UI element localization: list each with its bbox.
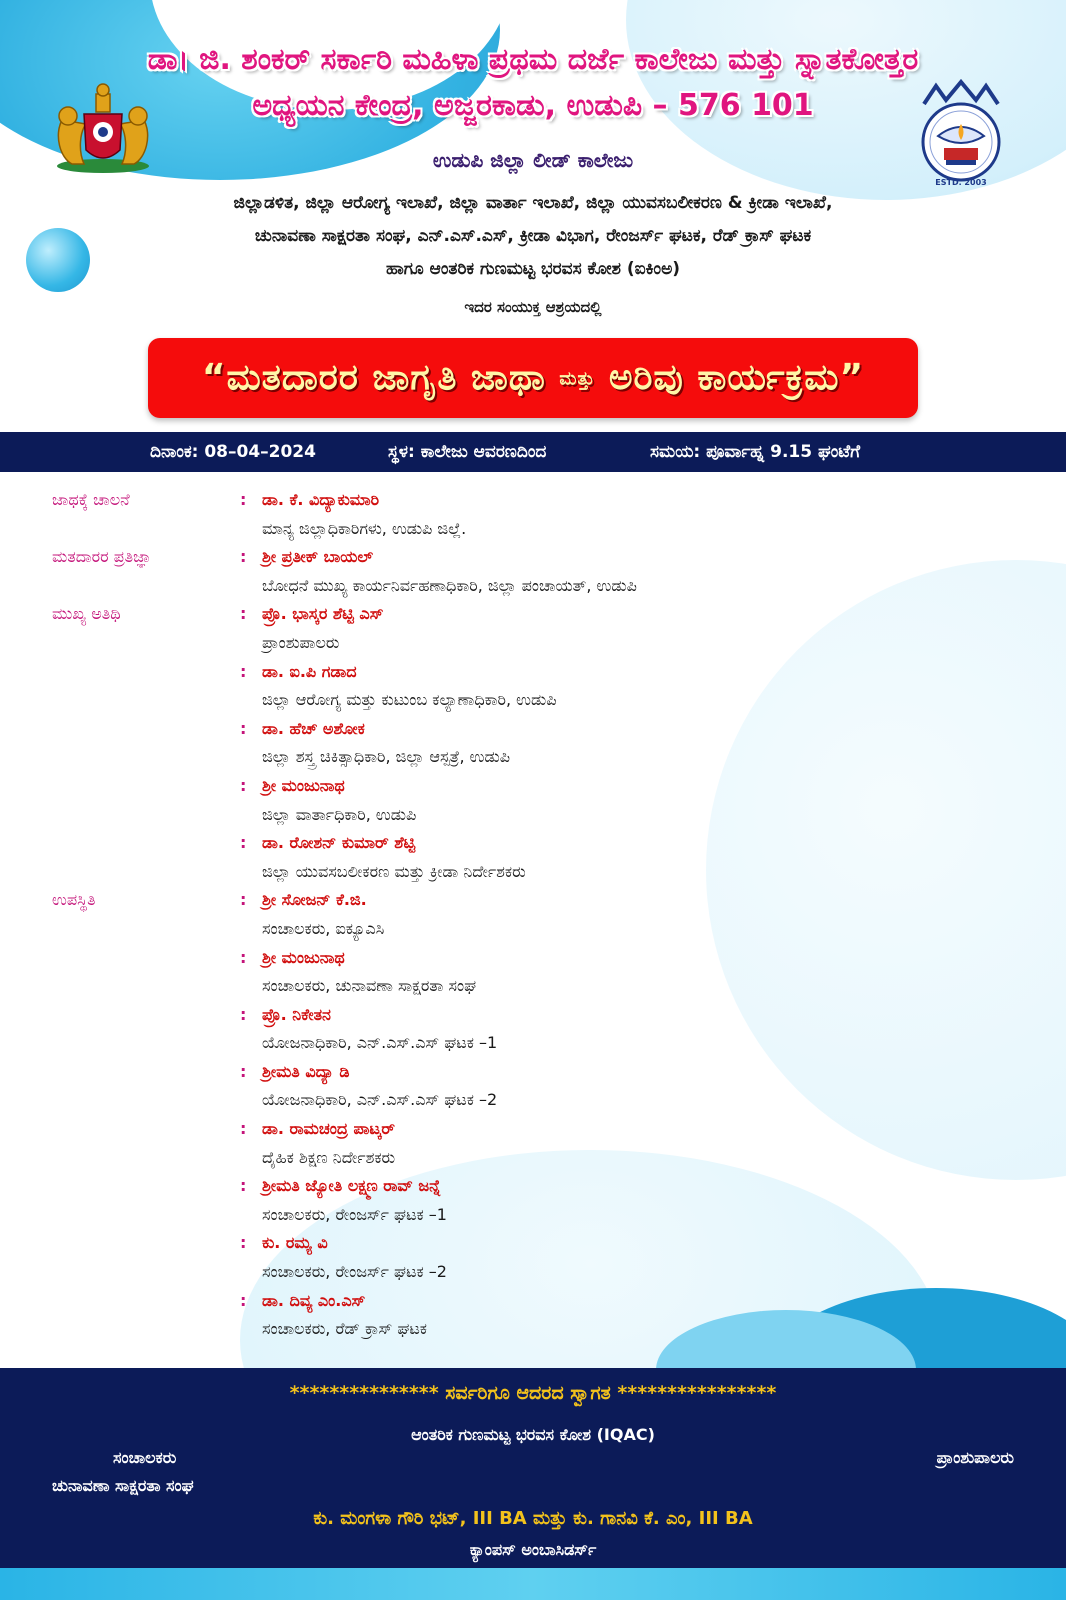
program-colon: : <box>240 604 247 624</box>
program-row-designation <box>52 1205 1012 1234</box>
program-colon: : <box>240 1233 247 1253</box>
program-person-name: ಕು. ರಮ್ಯ ವಿ <box>262 1233 328 1253</box>
program-person-name: ಡಾ. ರೋಶನ್ ಕುಮಾರ್ ಶೆಟ್ಟಿ <box>262 833 416 853</box>
event-title-banner <box>148 338 918 418</box>
program-person-designation: ಸಂಚಾಲಕರು, ರೇಂಜರ್ಸ್ ಘಟಕ –2 <box>262 1262 447 1282</box>
footer <box>0 1368 1066 1568</box>
principal-label: ಪ್ರಾಂಶುಪಾಲರು <box>936 1448 1014 1467</box>
partners-line1: ಜಿಲ್ಲಾಡಳಿತ, ಜಿಲ್ಲಾ ಆರೋಗ್ಯ ಇಲಾಖೆ, ಜಿಲ್ಲಾ ವಾರ್ತಾ ಇಲಾಖೆ, ಜಿಲ್ಲಾ ಯುವಸಬಲೀಕರಣ & ಕ್ರೀಡಾ ಇಲಾಖೆ, <box>233 193 833 213</box>
program-person-designation: ಯೋಜನಾಧಿಕಾರಿ, ಎನ್.ಎಸ್.ಎಸ್ ಘಟಕ –1 <box>262 1033 498 1053</box>
ambassador-names: ಕು. ಮಂಗಳಾ ಗೌರಿ ಭಟ್, III BA ಮತ್ತು ಕು. ಗಾನವಿ ಕೆ. ಎಂ, III BA <box>313 1508 753 1529</box>
program-person-designation: ಜಿಲ್ಲಾ ವಾರ್ತಾಧಿಕಾರಿ, ಉಡುಪಿ <box>262 804 417 824</box>
program-person-name: ಡಾ. ಐ.ಪಿ ಗಡಾದ <box>262 661 357 681</box>
event-venue: ಸ್ಥಳ: ಕಾಲೇಜು ಆವರಣದಿಂದ <box>388 442 547 462</box>
program-colon: : <box>240 775 247 795</box>
program-row-designation <box>52 862 1012 891</box>
event-title-and: ಮತ್ತು <box>559 368 596 390</box>
program-row <box>52 604 1012 633</box>
iqac-label: ಆಂತರಿಕ ಗುಣಮಟ್ಟ ಭರವಸ ಕೋಶ (IQAC) <box>411 1425 655 1444</box>
program-colon: : <box>240 1061 247 1081</box>
program-row <box>52 547 1012 576</box>
program-colon: : <box>240 661 247 681</box>
program-row-designation <box>52 805 1012 834</box>
convener-org: ಚುನಾವಣಾ ಸಾಕ್ಷರತಾ ಸಂಘ <box>52 1476 194 1495</box>
program-row-designation <box>52 1319 1012 1348</box>
event-date: ದಿನಾಂಕ: 08–04–2024 <box>150 442 316 462</box>
program-colon: : <box>240 1004 247 1024</box>
program-row-designation <box>52 1262 1012 1291</box>
event-info-bar <box>0 432 1066 472</box>
program-row <box>52 1291 1012 1320</box>
program-row <box>52 1119 1012 1148</box>
program-row-designation <box>52 919 1012 948</box>
program-person-name: ಶ್ರೀ ಪ್ರತೀಕ್ ಬಾಯಲ್ <box>262 547 373 567</box>
program-row-designation <box>52 976 1012 1005</box>
program-row <box>52 833 1012 862</box>
program-person-name: ಶ್ರೀಮತಿ ವಿದ್ಯಾ ಡಿ <box>262 1061 350 1081</box>
program-colon: : <box>240 1119 247 1139</box>
program-role: ಮುಖ್ಯ ಅತಿಥಿ <box>52 604 121 624</box>
program-person-name: ಪ್ರೊ. ನಿಕೇತನ <box>262 1004 331 1024</box>
program-person-designation: ಮಾನ್ಯ ಜಿಲ್ಲಾಧಿಕಾರಿಗಳು, ಉಡುಪಿ ಜಿಲ್ಲೆ. <box>262 518 467 538</box>
college-name-line1: ಡಾ। ಜಿ. ಶಂಕರ್ ಸರ್ಕಾರಿ ಮಹಿಳಾ ಪ್ರಥಮ ದರ್ಜೆ ಕಾಲೇಜು ಮತ್ತು ಸ್ನಾತಕೋತ್ತರ <box>147 42 919 77</box>
program-person-designation: ಸಂಚಾಲಕರು, ಚುನಾವಣಾ ಸಾಕ್ಷರತಾ ಸಂಘ <box>262 976 477 996</box>
event-title <box>202 357 864 399</box>
program-colon: : <box>240 947 247 967</box>
welcome-text: *************** ಸರ್ವರಿಗೂ ಆದರದ ಸ್ವಾಗತ **************** <box>289 1382 777 1404</box>
program-row-designation <box>52 633 1012 662</box>
program-colon: : <box>240 1290 247 1310</box>
program-colon: : <box>240 547 247 567</box>
program-person-name: ಡಾ. ರಾಮಚಂದ್ರ ಪಾಟ್ಕರ್ <box>262 1119 395 1139</box>
program-row-designation <box>52 690 1012 719</box>
program-row <box>52 890 1012 919</box>
event-time: ಸಮಯ: ಪೂರ್ವಾಹ್ನ 9.15 ಘಂಟೆಗೆ <box>650 442 860 462</box>
program-role: ಉಪಸ್ಥಿತಿ <box>52 890 96 910</box>
program-row <box>52 776 1012 805</box>
program-row <box>52 1233 1012 1262</box>
partners-line2: ಚುನಾವಣಾ ಸಾಕ್ಷರತಾ ಸಂಘ, ಎನ್.ಎಸ್.ಎಸ್, ಕ್ರೀಡಾ ವಿಭಾಗ, ರೇಂಜರ್ಸ್ ಘಟಕ, ರೆಡ್ ಕ್ರಾಸ್ ಘಟಕ <box>254 226 812 246</box>
program-row-designation <box>52 1148 1012 1177</box>
program-colon: : <box>240 1176 247 1196</box>
program-row <box>52 719 1012 748</box>
program-colon: : <box>240 833 247 853</box>
program-row-designation <box>52 747 1012 776</box>
program-row <box>52 662 1012 691</box>
event-title-part2: ಅರಿವು ಕಾರ್ಯಕ್ರಮ” <box>608 357 865 398</box>
partners-line3: ಹಾಗೂ ಆಂತರಿಕ ಗುಣಮಟ್ಟ ಭರವಸ ಕೋಶ (ಐಕಿಂಅ) <box>385 259 681 279</box>
bottom-strip <box>0 1568 1066 1600</box>
program-person-designation: ಜಿಲ್ಲಾ ಶಸ್ತ್ರ ಚಿಕಿತ್ಸಾಧಿಕಾರಿ, ಜಿಲ್ಲಾ ಆಸ್ಪತ್ರೆ, ಉಡುಪಿ <box>262 747 511 767</box>
program-person-name: ಡಾ. ಕೆ. ವಿದ್ಯಾಕುಮಾರಿ <box>262 490 380 509</box>
college-name-line2: ಅಧ್ಯಯನ ಕೇಂದ್ರ, ಅಜ್ಜರಕಾಡು, ಉಡುಪಿ – 576 101 <box>252 88 814 123</box>
event-title-part1: “ಮತದಾರರ ಜಾಗೃತಿ ಜಾಥಾ <box>201 357 546 398</box>
program-colon: : <box>240 718 247 738</box>
program-role: ಮತದಾರರ ಪ್ರತಿಜ್ಞಾ <box>52 547 152 567</box>
convener-label: ಸಂಚಾಲಕರು <box>113 1448 177 1467</box>
program-person-name: ಶ್ರೀ ಮಂಜುನಾಥ <box>262 947 345 967</box>
college-logo-estd: ESTD. 2003 <box>935 178 987 187</box>
program-colon: : <box>240 890 247 910</box>
program-person-designation: ಜಿಲ್ಲಾ ಯುವಸಬಲೀಕರಣ ಮತ್ತು ಕ್ರೀಡಾ ನಿರ್ದೇಶಕರು <box>262 861 526 881</box>
program-person-name: ಶ್ರೀ ಮಂಜುನಾಥ <box>262 775 345 795</box>
program-person-designation: ಪ್ರಾಂಶುಪಾಲರು <box>262 632 340 652</box>
program-person-designation: ಯೋಜನಾಧಿಕಾರಿ, ಎನ್.ಎಸ್.ಎಸ್ ಘಟಕ –2 <box>262 1090 498 1110</box>
program-list <box>52 490 1012 1348</box>
program-row-designation <box>52 1090 1012 1119</box>
program-row <box>52 490 1012 519</box>
program-colon: : <box>240 490 247 509</box>
program-row <box>52 1005 1012 1034</box>
program-person-designation: ಜಿಲ್ಲಾ ಆರೋಗ್ಯ ಮತ್ತು ಕುಟುಂಬ ಕಲ್ಯಾಣಾಧಿಕಾರಿ, ಉಡುಪಿ <box>262 690 557 710</box>
program-person-designation: ದೈಹಿಕ ಶಿಕ್ಷಣ ನಿರ್ದೇಶಕರು <box>262 1147 396 1167</box>
program-row-designation <box>52 576 1012 605</box>
program-row-designation <box>52 519 1012 548</box>
program-person-name: ಪ್ರೊ. ಭಾಸ್ಕರ ಶೆಟ್ಟಿ ಎಸ್ <box>262 604 384 624</box>
joint-auspices: ಇದರ ಸಂಯುಕ್ತ ಆಶ್ರಯದಲ್ಲಿ <box>464 298 602 316</box>
program-row <box>52 1176 1012 1205</box>
program-person-designation: ಸಂಚಾಲಕರು, ರೆಡ್ ಕ್ರಾಸ್ ಘಟಕ <box>262 1319 428 1339</box>
program-person-name: ಶ್ರೀ ಸೋಜನ್ ಕೆ.ಜಿ. <box>262 890 367 910</box>
program-role: ಜಾಥಕ್ಕೆ ಚಾಲನೆ <box>52 490 130 509</box>
program-person-name: ಡಾ. ಹೆಚ್ ಅಶೋಕ <box>262 718 365 738</box>
program-person-designation: ಬೋಧನೆ ಮುಖ್ಯ ಕಾರ್ಯನಿರ್ವಹಣಾಧಿಕಾರಿ, ಜಿಲ್ಲಾ ಪಂಚಾಯತ್, ಉಡುಪಿ <box>262 575 637 595</box>
ambassador-title: ಕ್ಯಾಂಪಸ್ ಅಂಬಾಸಿಡರ್ಸ್ <box>469 1540 597 1559</box>
program-row <box>52 1062 1012 1091</box>
lead-college: ಉಡುಪಿ ಜಿಲ್ಲಾ ಲೀಡ್ ಕಾಲೇಜು <box>432 148 634 172</box>
program-person-name: ಡಾ. ದಿವ್ಯ ಎಂ.ಎಸ್ <box>262 1290 366 1310</box>
program-person-designation: ಸಂಚಾಲಕರು, ಐಕ್ಯೂಎಸಿ <box>262 918 385 938</box>
program-row <box>52 948 1012 977</box>
program-person-designation: ಸಂಚಾಲಕರು, ರೇಂಜರ್ಸ್ ಘಟಕ –1 <box>262 1204 447 1224</box>
program-person-name: ಶ್ರೀಮತಿ ಜ್ಯೋತಿ ಲಕ್ಷ್ಮಣ ರಾವ್ ಜನ್ನೆ <box>262 1176 441 1196</box>
program-row-designation <box>52 1033 1012 1062</box>
